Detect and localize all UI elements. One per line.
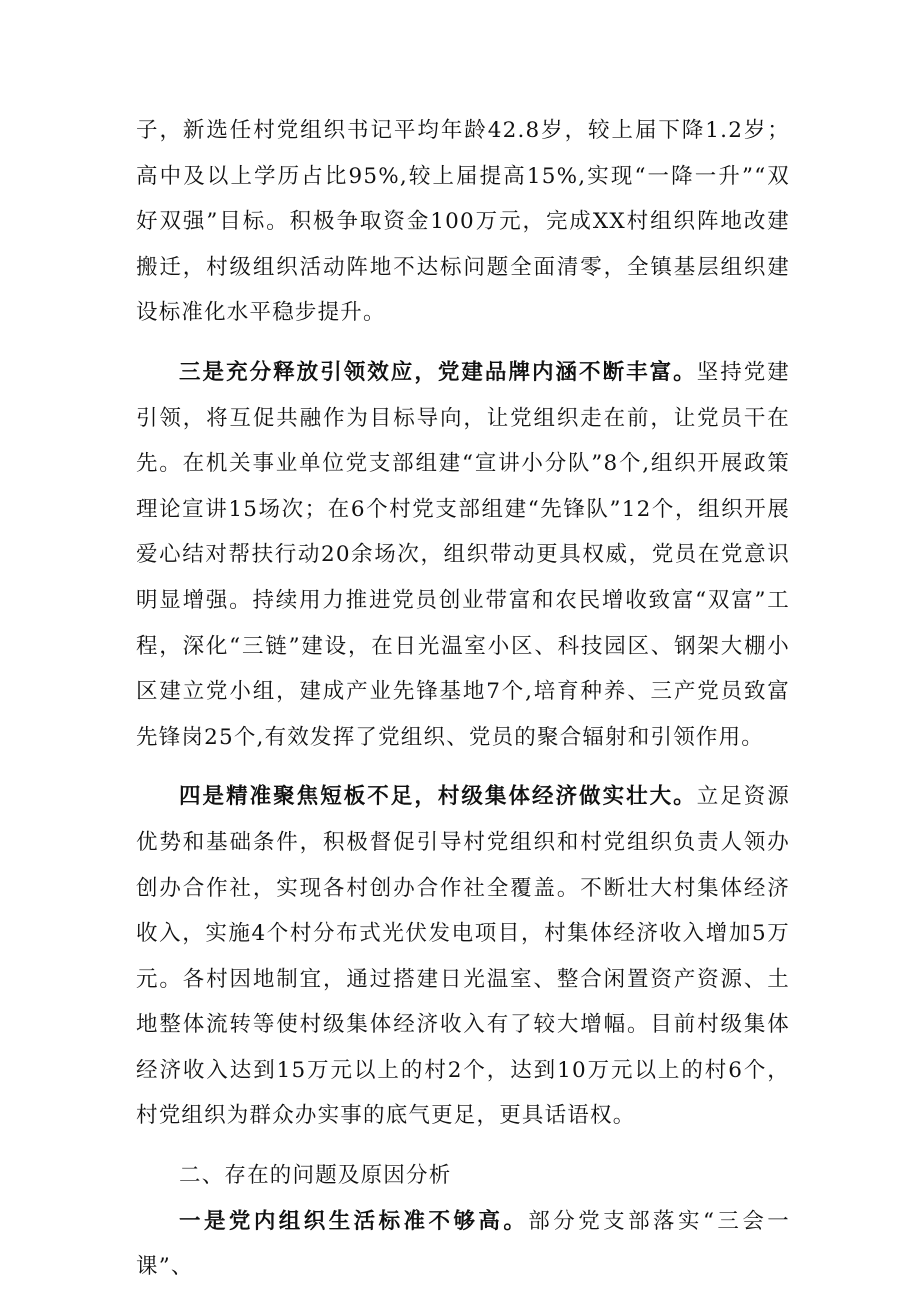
section-heading-text: 二、存在的问题及原因分析 [179, 1163, 452, 1189]
paragraph-text: 坚持党建引领，将互促共融作为目标导向，让党组织走在前，让党员干在先。在机关事业单位党支部组建“宣讲小分队”8个,组织开展政策理论宣讲15场次；在6个村党支部组建“先锋队”12个，组织开展爱心结对帮扶行动20余场次，组织带动更具权威，党员在党意识明显增强。持续用力推进党员创业带富和农民增收致富“双富”工程，深化“三链”建设，在日光温室小区、科技园区、钢架大棚小区建立党小组，建成产业先锋基地7个,培育种养、三产党员致富先锋岗25个,有效发挥了党组织、党员的聚合辐射和引领作用。 [136, 359, 790, 750]
paragraph-lead-sentence: 一是党内组织生活标准不够高。 [179, 1208, 529, 1234]
paragraph-text: 立足资源优势和基础条件，积极督促引导村党组织和村党组织负责人领办创办合作社，实现各村创办合作社全覆盖。不断壮大村集体经济收入，实施4个村分布式光伏发电项目，村集体经济收入增加5万元。各村因地制宜，通过搭建日光温室、整合闲置资产资源、土地整体流转等使村级集体经济收入有了较大增幅。目前村级集体经济收入达到15万元以上的村2个，达到10万元以上的村6个，村党组织为群众办实事的底气更足，更具话语权。 [136, 784, 790, 1129]
paragraph-continued [136, 108, 790, 336]
document-body [136, 108, 790, 1290]
paragraph-collective-economy [136, 774, 790, 1139]
paragraph-text: 部分党支部落实“三会一课”、 [136, 1208, 790, 1280]
paragraph-text: 子，新选任村党组织书记平均年龄42.8岁，较上届下降1.2岁；高中及以上学历占比95%,较上届提高15%,实现“一降一升”“双好双强”目标。积极争取资金100万元，完成XX村组织阵地改建搬迁，村级组织活动阵地不达标问题全面清零，全镇基层组织建设标准化水平稳步提升。 [136, 118, 790, 326]
paragraph-lead-sentence: 三是充分释放引领效应，党建品牌内涵不断丰富。 [179, 359, 697, 385]
paragraph-lead-sentence: 四是精准聚焦短板不足，村级集体经济做实壮大。 [179, 784, 697, 810]
paragraph-problem-1 [136, 1199, 790, 1290]
paragraph-party-brand [136, 350, 790, 760]
section-heading [136, 1153, 790, 1199]
